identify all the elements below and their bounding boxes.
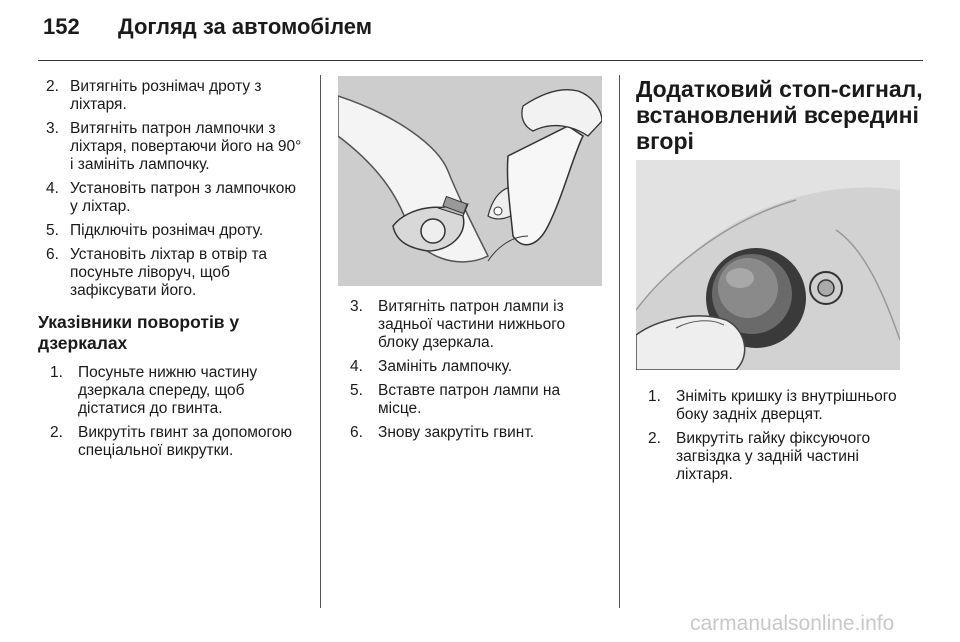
list-item (338, 382, 606, 418)
header-rule (38, 60, 923, 61)
list-item (38, 424, 308, 460)
list-item (38, 180, 308, 216)
list-item (636, 388, 904, 424)
step-number: 6. (350, 424, 363, 441)
step-text: Установіть патрон з лампочкою у ліхтар. (70, 180, 297, 215)
section-heading-mirror-indicators: Указівники поворотів у дзеркалах (38, 312, 240, 353)
list-item (636, 430, 904, 484)
step-text: Викрутіть гайку фіксуючого загвіздка у задній частині ліхтаря. (676, 430, 871, 483)
step-number: 6. (46, 246, 59, 263)
column-divider-2 (619, 75, 620, 608)
step-number: 2. (50, 424, 63, 441)
list-item (38, 222, 308, 240)
page-number: 152 (43, 14, 80, 39)
step-text: Викрутіть гвинт за допомогою спеціальної викрутки. (78, 424, 293, 459)
step-number: 1. (50, 364, 63, 381)
step-text: Витягніть рознімач дроту з ліхтаря. (70, 78, 262, 113)
brake-light-illustration (636, 160, 900, 370)
step-text: Установіть ліхтар в отвір та посуньте ліворуч, щоб зафіксувати його. (70, 246, 268, 299)
list-item (338, 424, 606, 442)
list-item (38, 78, 308, 114)
column-3 (636, 388, 904, 490)
step-number: 3. (350, 298, 363, 315)
step-text: Витягніть патрон лампи із задньої частини нижнього блоку дзеркала. (378, 298, 566, 351)
page-header (0, 0, 960, 62)
list-item (38, 246, 308, 300)
steps-list-mirror (38, 364, 308, 460)
step-text: Вставте патрон лампи на місце. (378, 382, 561, 417)
step-text: Зніміть кришку із внутрішнього боку задніх дверцят. (676, 388, 897, 423)
column-divider-1 (320, 75, 321, 608)
step-text: Підключіть рознімач дроту. (70, 222, 264, 239)
step-number: 3. (46, 120, 59, 137)
step-text: Посуньте нижню частину дзеркала спереду, щоб дістатися до гвинта. (78, 364, 258, 417)
step-number: 2. (46, 78, 59, 95)
step-number: 2. (648, 430, 661, 447)
mirror-bulb-illustration (338, 76, 602, 286)
step-number: 5. (350, 382, 363, 399)
illustration-brake-light (636, 160, 900, 370)
steps-list-mirror-continued (338, 298, 606, 442)
column-1 (38, 78, 308, 466)
watermark: carmanualsonline.info (690, 612, 895, 635)
steps-list-brake-light (636, 388, 904, 484)
step-text: Замініть лампочку. (378, 358, 513, 375)
step-number: 4. (350, 358, 363, 375)
illustration-mirror-bulb (338, 76, 602, 286)
list-item (38, 364, 308, 418)
list-item (38, 120, 308, 174)
list-item (338, 358, 606, 376)
section-heading-high-brake-light: Додатковий стоп-сигнал, встановлений всередині вгорі (636, 76, 923, 154)
page-title: Догляд за автомобілем (118, 14, 373, 39)
column-2 (338, 298, 606, 448)
step-number: 5. (46, 222, 59, 239)
step-text: Витягніть патрон лампочки з ліхтаря, повертаючи його на 90° і замініть лампочку. (70, 120, 302, 173)
list-item (338, 298, 606, 352)
steps-list-lamp (38, 78, 308, 300)
step-number: 4. (46, 180, 59, 197)
step-number: 1. (648, 388, 661, 405)
step-text: Знову закрутіть гвинт. (378, 424, 535, 441)
